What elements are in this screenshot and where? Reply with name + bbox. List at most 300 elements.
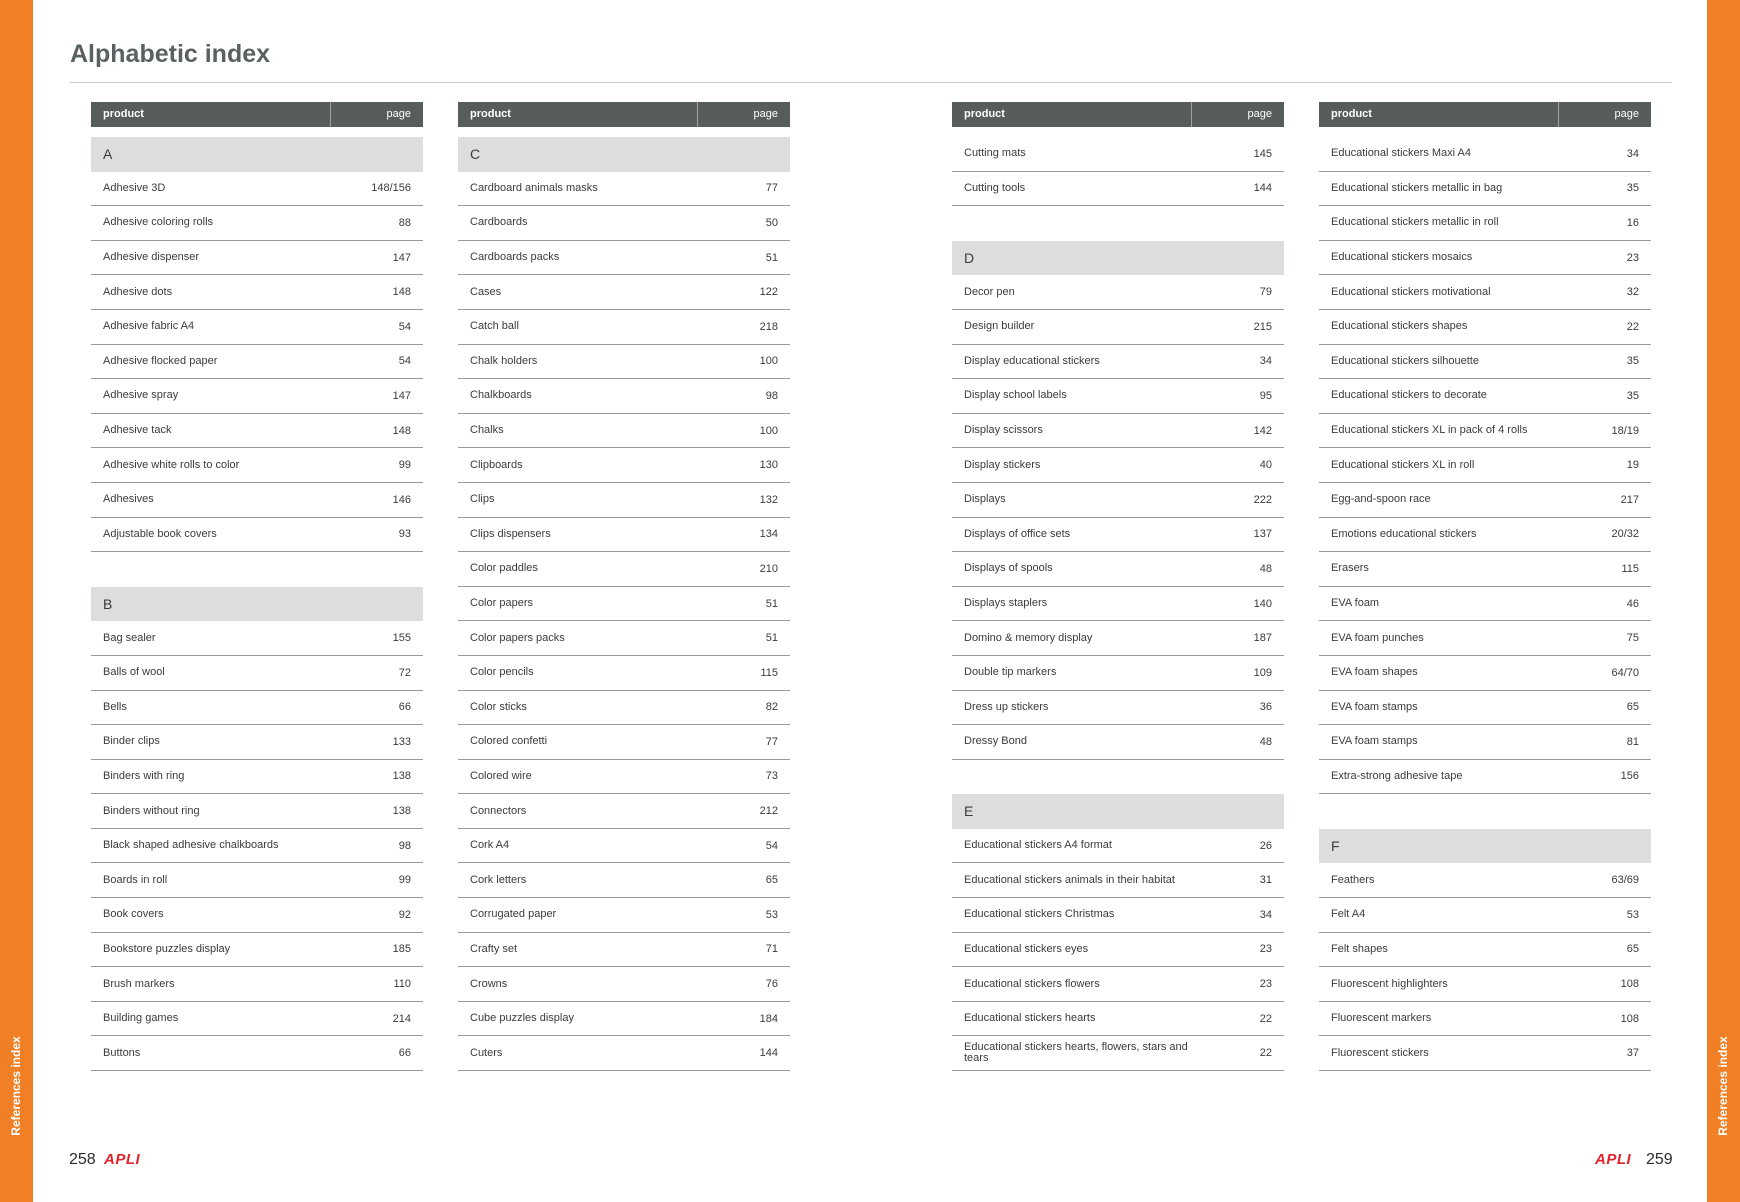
table-row [458, 379, 790, 414]
table-row [91, 379, 423, 414]
page-number-left: 258 [69, 1151, 96, 1168]
product-name: Displays of office sets [964, 527, 1071, 540]
table-row [91, 483, 423, 518]
table-row [91, 967, 423, 1002]
page-ref: 23 [1259, 978, 1272, 991]
side-section-label: References index [9, 1036, 23, 1136]
table-row [952, 1036, 1284, 1071]
page-ref: 31 [1259, 874, 1272, 887]
product-name: Building games [103, 1012, 179, 1025]
table-row [91, 172, 423, 207]
product-name: Adhesive coloring rolls [103, 216, 214, 229]
table-row [1319, 933, 1651, 968]
product-name: EVA foam punches [1331, 631, 1424, 644]
page-ref: 108 [1620, 978, 1639, 991]
product-name: Color papers packs [470, 631, 565, 644]
page-ref: 137 [1253, 528, 1272, 541]
page-ref: 79 [1259, 286, 1272, 299]
page-ref: 88 [398, 216, 411, 229]
table-row [458, 794, 790, 829]
table-row [91, 933, 423, 968]
table-row [91, 518, 423, 553]
table-row [1319, 898, 1651, 933]
letter-header [91, 137, 423, 172]
table-row [1319, 275, 1651, 310]
product-name: Educational stickers XL in roll [1331, 458, 1475, 471]
page-ref: 144 [759, 1047, 778, 1060]
page-ref: 54 [398, 320, 411, 333]
header-page: page [753, 108, 778, 120]
letter-header [1319, 829, 1651, 864]
page-number-right: 259 [1646, 1151, 1673, 1168]
table-row [952, 587, 1284, 622]
page-ref: 46 [1626, 597, 1639, 610]
header-product: product [91, 102, 331, 127]
table-row [1319, 345, 1651, 380]
table-row [952, 829, 1284, 864]
table-row [91, 829, 423, 864]
page-ref: 77 [765, 182, 778, 195]
header-product: product [458, 102, 698, 127]
header-product: product [1319, 102, 1559, 127]
table-row [458, 829, 790, 864]
page-ref: 51 [765, 632, 778, 645]
page-ref: 100 [759, 355, 778, 368]
spacer-row [1319, 794, 1651, 829]
product-name: Educational stickers to decorate [1331, 389, 1487, 402]
page-ref: 23 [1259, 943, 1272, 956]
table-row [1319, 241, 1651, 276]
product-name: Adhesive spray [103, 389, 179, 402]
product-name: Domino & memory display [964, 631, 1093, 644]
product-name: Book covers [103, 908, 164, 921]
page-ref: 48 [1259, 735, 1272, 748]
table-row [952, 483, 1284, 518]
product-name: Adhesives [103, 493, 154, 506]
product-name: Extra-strong adhesive tape [1331, 769, 1463, 782]
product-name: Connectors [470, 804, 527, 817]
page-ref: 22 [1259, 1012, 1272, 1025]
page-ref: 99 [398, 874, 411, 887]
product-name: Educational stickers metallic in roll [1331, 216, 1499, 229]
product-name: Catch ball [470, 320, 519, 333]
product-name: Colored wire [470, 769, 532, 782]
table-row [91, 310, 423, 345]
product-name: Adhesive dots [103, 285, 173, 298]
product-name: Adhesive 3D [103, 181, 166, 194]
product-name: Chalk holders [470, 354, 538, 367]
page-ref: 142 [1253, 424, 1272, 437]
product-name: Color sticks [470, 700, 527, 713]
page-ref: 72 [398, 666, 411, 679]
letter-header [952, 241, 1284, 276]
product-name: Display stickers [964, 458, 1041, 471]
product-name: Color paddles [470, 562, 538, 575]
table-row [1319, 206, 1651, 241]
table-row [458, 345, 790, 380]
table-row [458, 206, 790, 241]
index-column-1 [91, 102, 423, 1071]
product-name: Cardboards [470, 216, 528, 229]
page-ref: 81 [1626, 735, 1639, 748]
product-name: Cork letters [470, 873, 527, 886]
table-row [952, 933, 1284, 968]
table-row [91, 656, 423, 691]
product-name: Color papers [470, 597, 533, 610]
table-row [952, 552, 1284, 587]
page-ref: 134 [759, 528, 778, 541]
table-row [1319, 552, 1651, 587]
page-ref: 148 [392, 424, 411, 437]
table-row [952, 275, 1284, 310]
page-ref: 144 [1253, 182, 1272, 195]
table-row [952, 691, 1284, 726]
product-name: Bag sealer [103, 631, 156, 644]
page-ref: 35 [1626, 182, 1639, 195]
page-ref: 214 [392, 1012, 411, 1025]
page-title: Alphabetic index [70, 40, 271, 68]
product-name: Adhesive white rolls to color [103, 458, 240, 471]
product-name: Balls of wool [103, 666, 165, 679]
product-name: Adhesive dispenser [103, 251, 200, 264]
page-ref: 66 [398, 1047, 411, 1060]
table-row [952, 137, 1284, 172]
header-page: page [1614, 108, 1639, 120]
index-rows [1319, 137, 1651, 1071]
index-column-4 [1319, 102, 1651, 1071]
page-ref: 54 [765, 839, 778, 852]
header-page: page [386, 108, 411, 120]
table-row [91, 241, 423, 276]
product-name: Binders with ring [103, 769, 185, 782]
table-row [458, 552, 790, 587]
product-name: Erasers [1331, 562, 1369, 575]
page-ref: 66 [398, 701, 411, 714]
page-ref: 115 [1621, 562, 1639, 575]
table-row [458, 310, 790, 345]
table-row [952, 621, 1284, 656]
table-row [458, 933, 790, 968]
table-row [458, 483, 790, 518]
page-ref: 63/69 [1611, 874, 1639, 887]
table-row [952, 518, 1284, 553]
product-name: Displays [964, 493, 1006, 506]
page-ref: 50 [765, 216, 778, 229]
page-ref: 130 [759, 459, 778, 472]
table-row [1319, 863, 1651, 898]
page-ref: 82 [765, 701, 778, 714]
table-row [458, 587, 790, 622]
apli-logo-left: APLI [104, 1151, 141, 1168]
page-ref: 36 [1259, 701, 1272, 714]
product-name: Boards in roll [103, 873, 168, 886]
page-ref: 48 [1259, 562, 1272, 575]
page-ref: 110 [393, 978, 411, 991]
product-name: Adhesive tack [103, 424, 172, 437]
product-name: Cardboard animals masks [470, 181, 598, 194]
letter-label: A [103, 145, 113, 162]
product-name: Cases [470, 285, 502, 298]
page-ref: 148/156 [371, 182, 411, 195]
page-ref: 77 [765, 735, 778, 748]
product-name: Adjustable book covers [103, 527, 217, 540]
product-name: Educational stickers XL in pack of 4 rolls [1331, 424, 1528, 437]
title-divider [70, 82, 1672, 83]
product-name: Fluorescent markers [1331, 1012, 1432, 1025]
product-name: Educational stickers motivational [1331, 285, 1491, 298]
table-row [952, 379, 1284, 414]
header-product: product [952, 102, 1192, 127]
table-row [1319, 587, 1651, 622]
table-row [1319, 414, 1651, 449]
page-ref: 98 [398, 839, 411, 852]
product-name: Chalks [470, 424, 504, 437]
spacer-row [91, 552, 423, 587]
page-ref: 26 [1259, 839, 1272, 852]
table-row [952, 863, 1284, 898]
index-rows [91, 137, 423, 1071]
page-ref: 37 [1626, 1047, 1639, 1060]
page-ref: 155 [392, 632, 411, 645]
table-row [458, 414, 790, 449]
page-ref: 100 [759, 424, 778, 437]
page-ref: 210 [759, 562, 778, 575]
table-row [458, 241, 790, 276]
page-ref: 140 [1253, 597, 1272, 610]
table-row [1319, 448, 1651, 483]
page-ref: 65 [765, 874, 778, 887]
table-row [458, 967, 790, 1002]
page-ref: 54 [398, 355, 411, 368]
header-page: page [1247, 108, 1272, 120]
spacer-row [952, 760, 1284, 795]
table-row [91, 1002, 423, 1037]
page-ref: 64/70 [1611, 666, 1639, 679]
page-ref: 222 [1253, 493, 1272, 506]
product-name: Educational stickers Christmas [964, 908, 1115, 921]
table-row [952, 898, 1284, 933]
table-row [1319, 172, 1651, 207]
product-name: Fluorescent highlighters [1331, 977, 1448, 990]
product-name: Cube puzzles display [470, 1012, 574, 1025]
table-header [458, 102, 790, 127]
table-row [952, 1002, 1284, 1037]
page-ref: 53 [1626, 908, 1639, 921]
page-ref: 187 [1253, 632, 1272, 645]
page-ref: 185 [392, 943, 411, 956]
product-name: Displays of spools [964, 562, 1053, 575]
table-row [1319, 725, 1651, 760]
product-name: Crowns [470, 977, 508, 990]
page-ref: 19 [1626, 459, 1639, 472]
table-row [952, 172, 1284, 207]
table-row [952, 448, 1284, 483]
table-row [458, 656, 790, 691]
product-name: Educational stickers hearts, flowers, stars and tears [964, 1041, 1188, 1065]
letter-label: B [103, 595, 113, 612]
page-ref: 122 [759, 286, 778, 299]
product-name: Adhesive fabric A4 [103, 320, 195, 333]
product-name: Display school labels [964, 389, 1067, 402]
page-ref: 32 [1626, 286, 1639, 299]
product-name: Colored confetti [470, 735, 548, 748]
table-header [1319, 102, 1651, 127]
page-ref: 75 [1626, 632, 1639, 645]
page-ref: 95 [1259, 389, 1272, 402]
spacer-row [952, 206, 1284, 241]
product-name: Color pencils [470, 666, 534, 679]
page-ref: 71 [765, 943, 778, 956]
table-header [91, 102, 423, 127]
table-row [1319, 379, 1651, 414]
product-name: Educational stickers A4 format [964, 839, 1112, 852]
product-name: Cardboards packs [470, 251, 560, 264]
product-name: Binders without ring [103, 804, 200, 817]
page-ref: 51 [765, 251, 778, 264]
table-row [458, 448, 790, 483]
table-row [91, 1036, 423, 1071]
table-row [1319, 518, 1651, 553]
table-row [458, 1036, 790, 1071]
product-name: Cutting mats [964, 147, 1026, 160]
index-rows [458, 137, 790, 1071]
product-name: Buttons [103, 1046, 141, 1059]
table-row [91, 448, 423, 483]
table-row [1319, 621, 1651, 656]
page-ref: 73 [765, 770, 778, 783]
page-ref: 34 [1259, 908, 1272, 921]
table-row [1319, 691, 1651, 726]
letter-header [952, 794, 1284, 829]
product-name: Black shaped adhesive chalkboards [103, 839, 279, 852]
table-row [91, 725, 423, 760]
table-row [1319, 483, 1651, 518]
table-row [1319, 1002, 1651, 1037]
page-ref: 23 [1626, 251, 1639, 264]
table-row [952, 310, 1284, 345]
page-ref: 20/32 [1611, 528, 1639, 541]
page-ref: 22 [1626, 320, 1639, 333]
product-name: Dress up stickers [964, 700, 1049, 713]
table-row [1319, 967, 1651, 1002]
table-row [91, 760, 423, 795]
page-ref: 92 [398, 908, 411, 921]
product-name: EVA foam stamps [1331, 735, 1418, 748]
product-name: Educational stickers shapes [1331, 320, 1468, 333]
table-row [458, 691, 790, 726]
product-name: Display scissors [964, 424, 1043, 437]
page-ref: 93 [398, 528, 411, 541]
letter-label: F [1331, 837, 1340, 854]
page-ref: 34 [1259, 355, 1272, 368]
table-row [91, 691, 423, 726]
table-row [1319, 760, 1651, 795]
product-name: Dressy Bond [964, 735, 1027, 748]
page-ref: 215 [1253, 320, 1272, 333]
product-name: Adhesive flocked paper [103, 354, 218, 367]
page-ref: 115 [760, 666, 778, 679]
product-name: Educational stickers Maxi A4 [1331, 147, 1472, 160]
product-name: Chalkboards [470, 389, 532, 402]
table-row [458, 898, 790, 933]
page-ref: 147 [392, 251, 411, 264]
page-ref: 35 [1626, 389, 1639, 402]
product-name: Felt A4 [1331, 908, 1366, 921]
product-name: Brush markers [103, 977, 175, 990]
table-row [458, 863, 790, 898]
letter-label: C [470, 145, 481, 162]
page-ref: 133 [392, 735, 411, 748]
product-name: Clips dispensers [470, 527, 551, 540]
page-ref: 138 [392, 805, 411, 818]
table-row [458, 275, 790, 310]
table-row [1319, 137, 1651, 172]
product-name: Feathers [1331, 873, 1375, 886]
table-row [458, 725, 790, 760]
page-ref: 99 [398, 459, 411, 472]
page-ref: 65 [1626, 701, 1639, 714]
page-ref: 76 [765, 978, 778, 991]
page-ref: 156 [1620, 770, 1639, 783]
page-ref: 35 [1626, 355, 1639, 368]
table-row [952, 414, 1284, 449]
page-ref: 147 [392, 389, 411, 402]
product-name: Educational stickers flowers [964, 977, 1100, 990]
product-name: Educational stickers animals in their habitat [964, 873, 1175, 886]
product-name: Cutting tools [964, 181, 1026, 194]
page-ref: 148 [392, 286, 411, 299]
page-ref: 16 [1626, 216, 1639, 229]
product-name: Egg-and-spoon race [1331, 493, 1431, 506]
product-name: Clipboards [470, 458, 523, 471]
product-name: EVA foam [1331, 597, 1380, 610]
product-name: Crafty set [470, 942, 518, 955]
index-column-2 [458, 102, 790, 1071]
table-row [458, 621, 790, 656]
product-name: Emotions educational stickers [1331, 527, 1477, 540]
index-rows [952, 137, 1284, 1071]
product-name: Felt shapes [1331, 942, 1388, 955]
page-ref: 212 [759, 805, 778, 818]
product-name: Educational stickers hearts [964, 1012, 1096, 1025]
product-name: Cork A4 [470, 839, 510, 852]
product-name: EVA foam stamps [1331, 700, 1418, 713]
page-ref: 145 [1253, 147, 1272, 160]
page-ref: 184 [759, 1012, 778, 1025]
product-name: Educational stickers eyes [964, 942, 1089, 955]
table-header [952, 102, 1284, 127]
left-accent-bar [0, 0, 33, 1202]
table-row [91, 621, 423, 656]
table-row [458, 760, 790, 795]
letter-label: E [964, 803, 974, 820]
product-name: Double tip markers [964, 666, 1057, 679]
product-name: Corrugated paper [470, 908, 557, 921]
letter-label: D [964, 249, 975, 266]
page-ref: 132 [759, 493, 778, 506]
table-row [952, 967, 1284, 1002]
product-name: Bells [103, 700, 127, 713]
table-row [1319, 656, 1651, 691]
product-name: Design builder [964, 320, 1035, 333]
letter-header [91, 587, 423, 622]
table-row [952, 725, 1284, 760]
table-row [952, 656, 1284, 691]
page-ref: 22 [1259, 1047, 1272, 1060]
table-row [1319, 1036, 1651, 1071]
letter-header [458, 137, 790, 172]
product-name: Educational stickers mosaics [1331, 251, 1473, 264]
